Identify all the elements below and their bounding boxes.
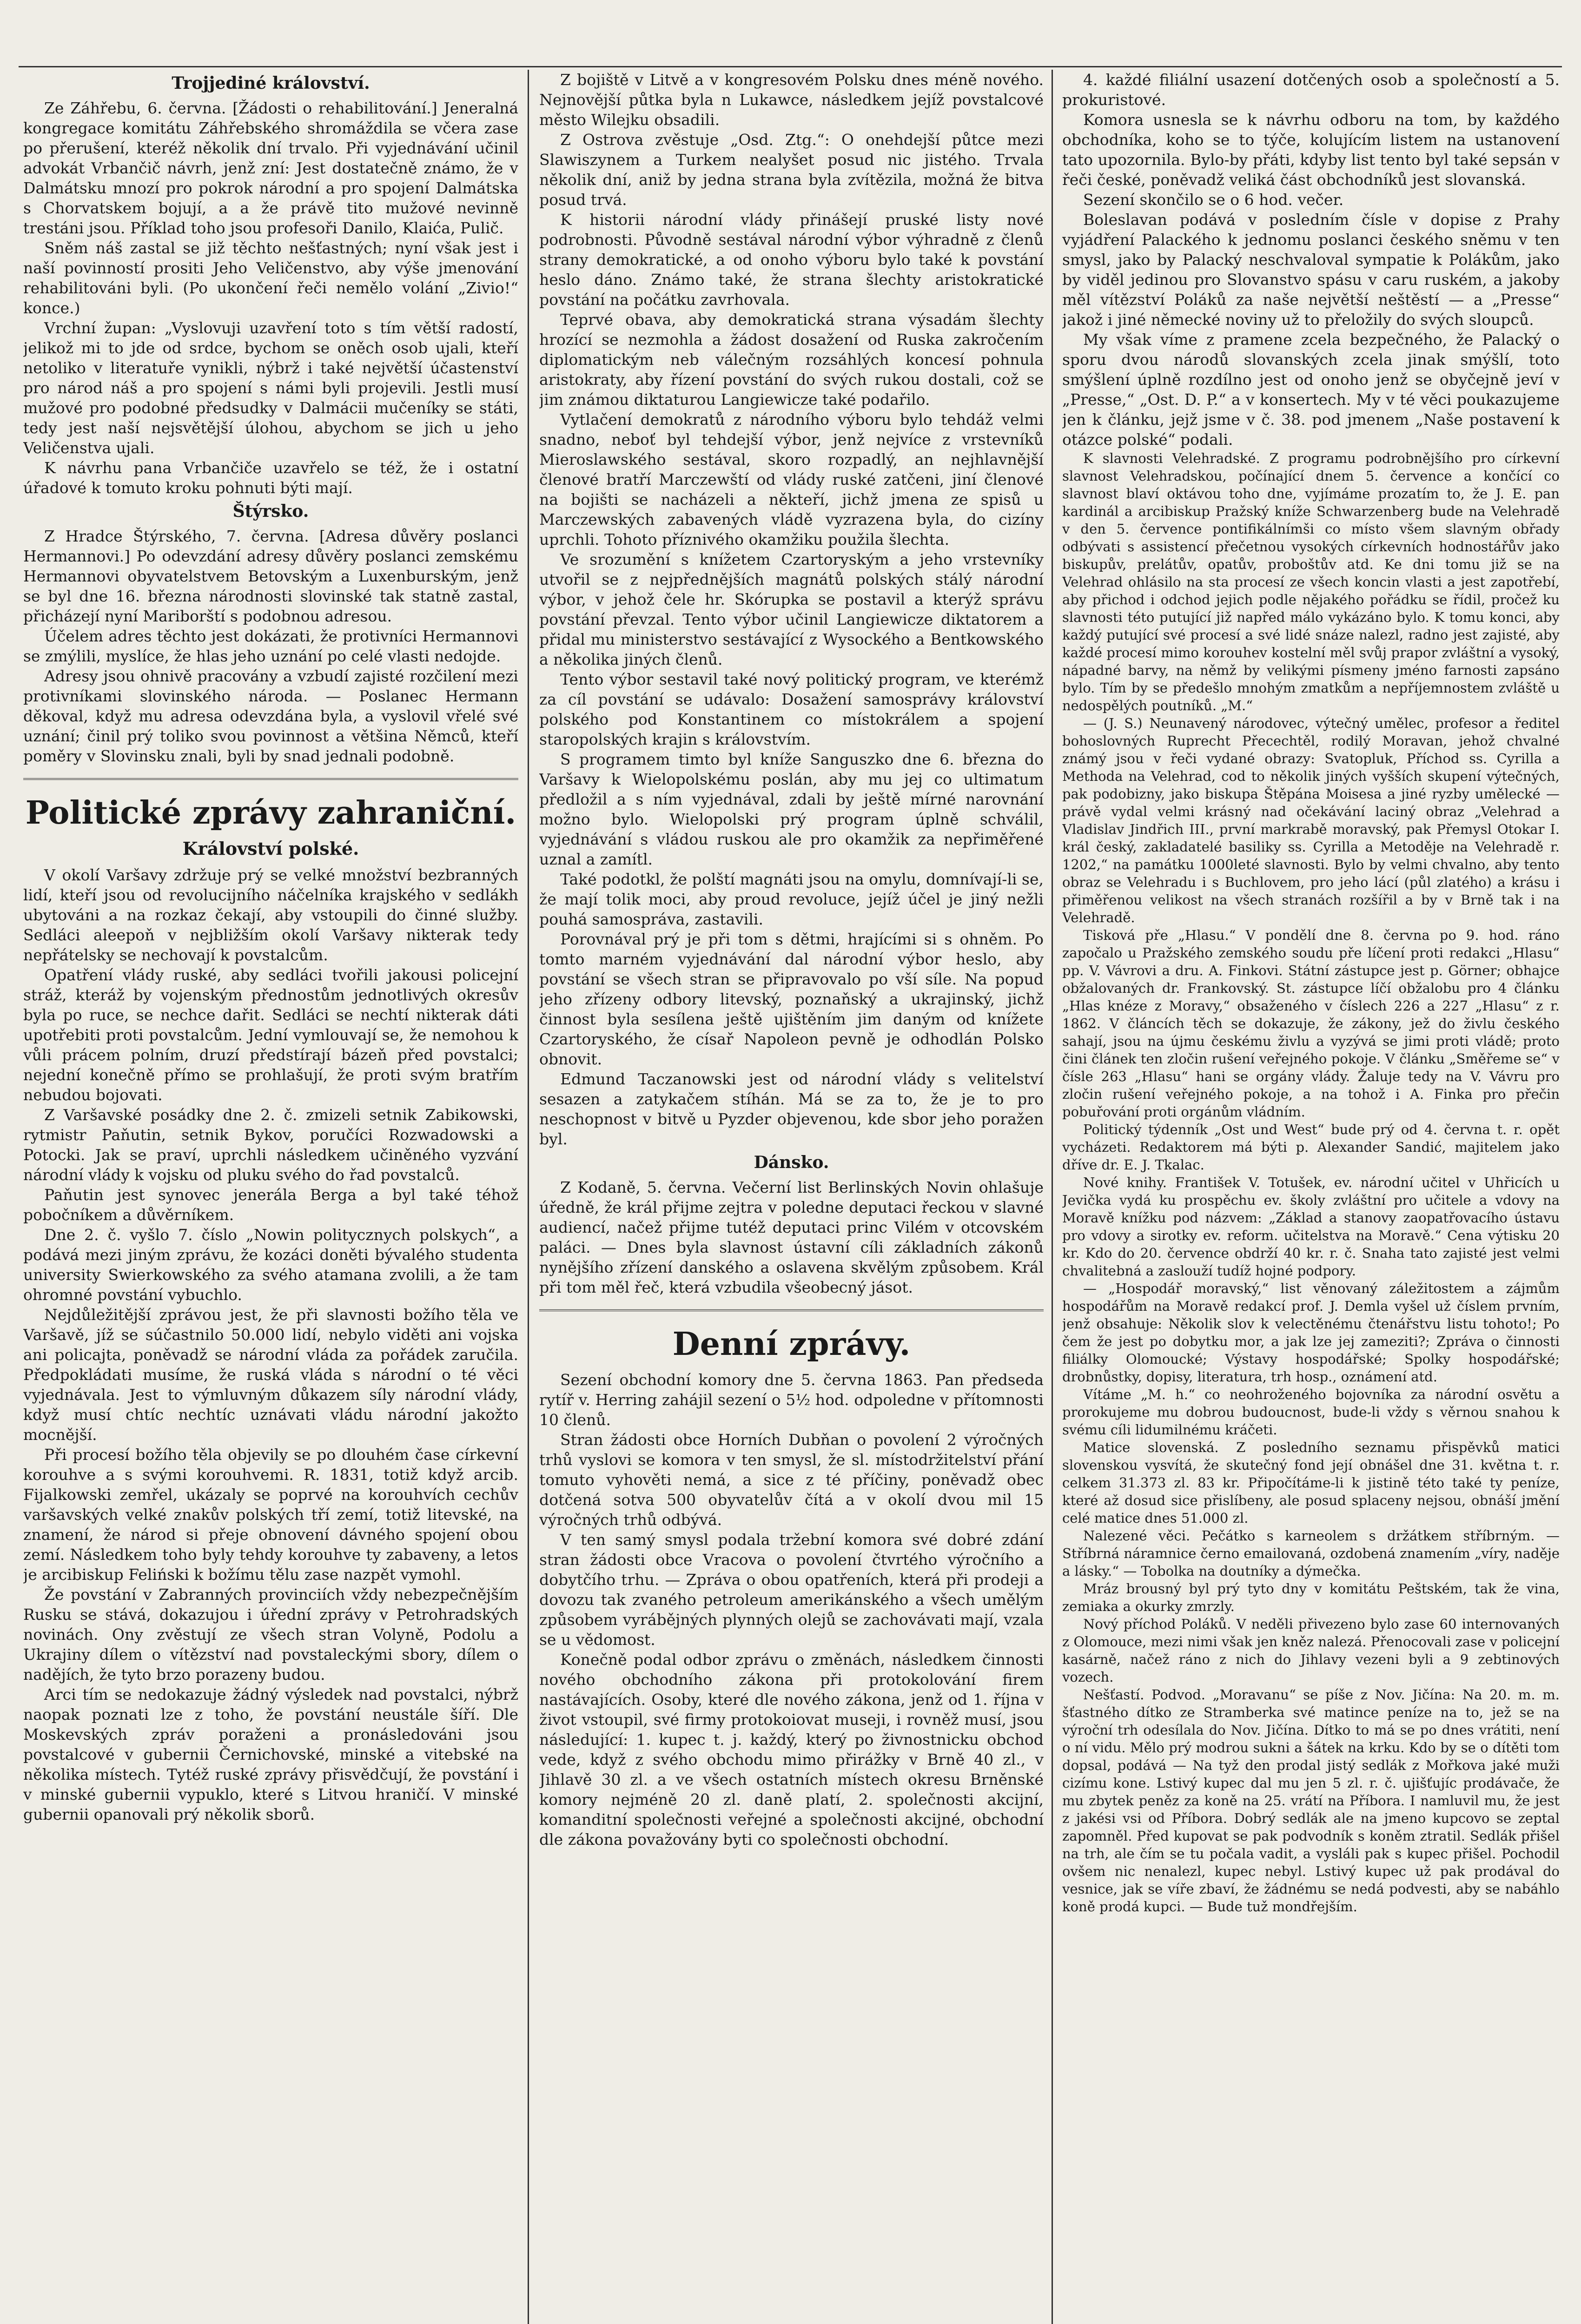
section-heading: Trojjediné království.: [172, 73, 370, 93]
article-paragraph: Ve srozumění s knížetem Czartoryským a jeho vrstevníky utvořil se z nejpřednějších magnátů polských stálý národní výbor, v jehož čele hr. Skórupka se postavil a kterýž správu povstání převzal. Tento výbor učinil Langiewicze diktatorem a přidal mu ministerstvo sestávající z Wysockého a Bentkowského a několika jiných členů.: [539, 550, 1044, 668]
article-paragraph: V ten samý smysl podala tržební komora své dobré zdání stran žádosti obce Vracova o povolení čtvrtého výročního a dobytčího trhu. — Zpráva o obou opatřeních, která při prodeji a dovozu tak zvaného petroleum amerikánského a všech umělým způsobem vyrábějných plynných olejů se zachovávati mají, vzala se u vědomost.: [539, 1531, 1044, 1649]
section-heading: Dánsko.: [754, 1153, 829, 1172]
major-heading: Denní zprávy.: [672, 1326, 911, 1363]
section-heading: Království polské.: [182, 838, 359, 859]
article-paragraph: Sezení obchodní komory dne 5. června 1863. Pan předseda rytíř v. Herring zahájil sezení o 5½ hod. odpoledne v přítomnosti 10 členů.: [539, 1371, 1044, 1429]
article-paragraph: Matice slovenská. Z posledního seznamu přispěvků matici slovenskou vysvítá, že skutečný fond její obnášel dne 31. května t. r. celkem 31.373 zl. 83 kr. Připočítáme-li k jistině této také ty peníze, které až dosud sice přislíbeny, ale posud splaceny nejsou, obnáší jmění celé matice dnes 51.000 zl.: [1062, 1439, 1560, 1526]
article-paragraph: Nové knihy. František V. Totušek, ev. národní učitel v Uhřicích u Jevička vydá ku prospěchu ev. školy zvláštní pro učitele a vdovy na Moravě knížku pod názvem: „Základ a stanovy zaopatřovacího ústavu pro vdovy a sirotky ev. reform. učitelstva na Moravě.“ Cena výtisku 20 kr. Kdo do 20. července obdrží 40 kr. r. č. Snaha tato zajisté jest velmi chvalitebná a zaslouží tudíž hojné podpory.: [1062, 1175, 1560, 1279]
column-3: [1062, 70, 1560, 2324]
article-paragraph: Také podotkl, že polští magnáti jsou na omylu, domnívají-li se, že mají tolik moci, aby proud revoluce, jejíž účel je jiný nežli pouhá samospráva, zastavili.: [539, 870, 1044, 928]
article-paragraph: Politický týdenník „Ost und West“ bude prý od 4. června t. r. opět vycházeti. Redaktorem má býti p. Alexander Sandić, majitelem jako dříve dr. E. J. Tkalac.: [1062, 1122, 1560, 1173]
article-paragraph: — (J. S.) Neunavený národovec, výtečný umělec, profesor a ředitel bohoslovných Ruprecht Přecechtěl, rodilý Moravan, jehož chvalné známý jsou v řeči vydané obrazy: Svatopluk, Příchod ss. Cyrilla a Methoda na Velehrad, cod to několik jiných vyšších skupení výtečných, pak podobizny, jako biskupa Štěpána Moisesa a jiné ryzby umělecké — právě vydal velmi krásný nad očekávání laciný obraz „Velehrad a Vladislav Jindřich III., první markrabě moravský, pak Přemysl Otokar I. král český, zakladatelé basiliky ss. Cyrilla a Metoděje na Velehradě r. 1202,“ na památku 1000leté slavnosti. Bylo by velmi chvalno, aby tento obraz se Velehradu i s Buchlovem, pro jeho lácí (půl zlatého) a krásu i přiměřenou velikost na všech stranách rozšířil a by v Brně tak i na Velehradě.: [1062, 715, 1560, 925]
major-heading: Politické zprávy zahraniční.: [25, 794, 516, 832]
article-paragraph: K slavnosti Velehradské. Z programu podrobnějšího pro církevní slavnost Velehradskou, počínající dnem 5. července a končící co slavnost blaví oktávou toho dne, vyjímáme prozatím to, že J. E. pan kardinál a arcibiskup Pražský kníže Schwarzenberg bude na Velehradě v den 5. července pontifikálnímši co místo všem slavným obřady odbývati s assistencí přečetnou vysokých církevních hodnostářův jako biskupův, prelátův, opatův, proboštův atd. Ke dni tomu již se na Velehrad ohlásilo na sta procesí ze všech koncin vlasti a jest zapotřebí, aby přichod i odchod jejich podle nějakého pořádku se řídil, pročež ku slavnosti této putující již napřed málo vykázáno bylo. K tomu konci, aby každý putující své procesí a své lidé snáze nalezl, radno jest zajisté, aby každé procesí mimo korouhev kostelní měl svůj prapor zvláštní a vysoký, nápadné barvy, na němž by velikými písmeny jméno farnosti zapsáno bylo. Tím by se předešlo mnohým zmatkům a nepříjemnostem zvláště u nedospělých poutníků. „M.“: [1062, 450, 1560, 713]
article-paragraph: Účelem adres těchto jest dokázati, že protivníci Hermannovi se zmýlili, myslíce, že hlas jeho uznání po celé vlasti nedojde.: [23, 627, 518, 665]
article-paragraph: K návrhu pana Vrbančiče uzavřelo se též, že i ostatní úřadové k tomuto kroku pohnuti býti mají.: [23, 459, 518, 497]
article-paragraph: V okolí Varšavy zdržuje prý se velké množství bezbranných lidí, kteří jsou od revolucijního náčelníka krajského v sedlákh ubytováni a na rozkaz čekají, aby vstoupili do činné služby. Sedláci aleepoň v nejbližším okolí Varšavy nikterak tedy nepřátelsky se nechovají k povstalcům.: [23, 866, 518, 964]
article-paragraph: Stran žádosti obce Horních Dubňan o povolení 2 výročných trhů vyslovi se komora v ten smysl, že sl. místodržitelství přání tomuto vyhověti nemá, a sice z té příčiny, poněvadž obec dotčená sotva 500 obyvatelův čítá a v okolí dvou mil 15 výročných trhů odbývá.: [539, 1431, 1044, 1529]
article-paragraph: Že povstání v Zabranných provinciích vždy nebezpečnějším Rusku se stává, dokazujou i úřední zprávy v Petrohradských novinách. Ony zvěstují ze všech stran Volyně, Podolu a Ukrajiny dílem o vítězství nad povstaleckými sbory, dílem o nadějích, že tyto brzo porazeny budou.: [23, 1585, 518, 1684]
article-paragraph: Nový příchod Poláků. V neděli přivezeno bylo zase 60 internovaných z Olomouce, mezi nimi však jen kněz nalezá. Přenocovali zase v policejní kasárně, načež ráno z nich do Jihlavy vezeni byli a 9 zebtinových vozech.: [1062, 1616, 1560, 1685]
article-paragraph: Sněm náš zastal se již těchto nešťastných; nyní však jest i naší povinností prositi Jeho Veličenstvo, aby výše jmenování rehabilitováni byli. (Po ukončení řeči nemělo volání „Zivio!“ konce.): [23, 239, 518, 317]
article-paragraph: Opatření vlády ruské, aby sedláci tvořili jakousi policejní stráž, kteráž by vojenským přednostům jednotlivých okresův byla po ruce, se nechce dařit. Sedláci se nechtí nikterak dáti upotřebiti proti povstalcům. Jední vymlouvají se, že nemohou k vůli prácem polním, druzí předstírají bázeň před povstalci; nejední konečně přímo se prohlašují, že proti svým bratřím nebudou bojovati.: [23, 966, 518, 1104]
section-heading: Štýrsko.: [232, 502, 309, 521]
newspaper-page: [19, 70, 1562, 2324]
article-paragraph: Boleslavan podává v posledním čísle v dopise z Prahy vyjádření Palackého k jednomu poslanci českého sněmu v ten smysl, jako by Palacký neschvaloval sympatie k Polákům, jako by viděl jedinou pro Slovanstvo spásu v caru ruském, a jakoby měl vítězství Poláků za naše největší neštěstí — a „Presse“ jakož i jiné německé noviny už to přeložily do svých sloupců.: [1062, 211, 1560, 329]
column-2: [539, 70, 1044, 2324]
article-paragraph: Tento výbor sestavil také nový politický program, ve kterémž za cíl povstání se udávalo: Dosažení samosprávy království polského pod Konstantinem co místokrálem a spojení staropolských krajin s královstvím.: [539, 670, 1044, 748]
article-paragraph: 4. každé filiální usazení dotčených osob a společností a 5. prokuristové.: [1062, 71, 1560, 109]
article-paragraph: Tisková pře „Hlasu.“ V pondělí dne 8. června po 9. hod. ráno započalo u Pražského zemského soudu pře líčení proti redakci „Hlasu“ pp. V. Vávrovi a dru. A. Finkovi. Státní zástupce jest p. Görner; obhajce obžalovaných dr. Frankovský. St. zástupce líčí obžalobu pro 4 článku „Hlas knéze z Moravy,“ obsaženého v číslech 226 a 227 „Hlasu“ z r. 1862. V článcích těch se dokazuje, že zákony, jež do živlu českého sahají, jsou na újmu českému živlu a vyzývá se jimi proti vládě; proto čini článek ten zločin rušení veřejného pokoje. V článku „Směřeme se“ v čísle 263 „Hlasu“ hani se orgány vlády. Žaluje tedy na V. Vávru pro zločin rušení veřejného pokoje, a na tohož i A. Finka pro přečin pobuřování proti orgánům vládním.: [1062, 927, 1560, 1120]
article-paragraph: Komora usnesla se k návrhu odboru na tom, by každého obchodníka, koho se to týče, kolujícím listem na ustanovení tato upozornila. Bylo-by přáti, kdyby list tento byl také sepsán v řeči české, poněvadž veliká část obchodníků jest slovanská.: [1062, 111, 1560, 189]
article-paragraph: Z Ostrova zvěstuje „Osd. Ztg.“: O onehdejší půtce mezi Slawiszynem a Turkem nealyšet posud nic jistého. Trvala několik dní, aniž by jedna strana byla zvítězila, možná že bitva posud trvá.: [539, 131, 1044, 209]
article-paragraph: Vítáme „M. h.“ co neohroženého bojovníka za národní osvětu a prorokujeme mu dobrou budoucnost, bude-li vždy s věrnou snahou k svému cíli lidumilnému kráčeti.: [1062, 1386, 1560, 1438]
article-paragraph: Nešťastí. Podvod. „Moravanu“ se píše z Nov. Jičína: Na 20. m. m. šťastného dítko ze Stramberka své matince peníze na to, jež se na výroční trh odesílala do Nov. Jičína. Dítko to má se po dnes vrátiti, není o ní vidu. Mělo prý modrou sukni a šátek na krku. Kdo by se o dítěti tom dopsal, podává — Na tyž den prodal jistý sedlák z Mořkova jaké muži cizímu kone. Lstivý kupec dal mu jen 5 zl. r. č. ujišťujíc prodávače, že mu zbytek peněz za koně na 25. vrátí na Příbora. I namluvil mu, že jest z jakési vsi od Příbora. Dobrý sedlák ale na jmeno kupcovo se zeptal zapomněl. Před kupovat se pak podvodník s koněm ztratil. Sedlák přišel na trh, ale čím se tu počala vadit, a vysláli pak s kupec přišel. Pochodil ovšem nic nenalezl, kupec nebyl. Lstivý kupec už pak prodával do vesnice, jak se víře zbaví, že žádnému se nedá podvesti, aby se nabáhlo koně prodá kupci. — Bude tuž mondřejším.: [1062, 1687, 1560, 1915]
article-paragraph: Z bojiště v Litvě a v kongresovém Polsku dnes méně nového. Nejnovější půtka byla n Lukawce, následkem jejíž povstalcové město Wilejku obsadili.: [539, 71, 1044, 129]
article-paragraph: Nalezené věci. Pečátko s karneolem s držátkem stříbrným. — Stříbrná náramnice černo emailovaná, ozdobená znamením „víry, naděje a lásky.“ — Tobolka na doutníky a dýmečka.: [1062, 1528, 1560, 1579]
article-paragraph: Nejdůležitější zprávou jest, že při slavnosti božího těla ve Varšavě, jíž se súčastnilo 50.000 lidí, nebylo viděti ani vojska ani policajta, poněvadž se národní vláda za pořádek zaručila. Předpokládati musíme, že ruská vláda s národní o té věci vyjednávala. Jest to výmluvným důkazem síly národní vlády, když musí chtíc nechtíc uznávati vládu národní jakožto mocnější.: [23, 1306, 518, 1444]
article-paragraph: Ze Záhřebu, 6. června. [Žádosti o rehabilitování.] Jeneralná kongregace komitátu Záhřebského shromáždila se včera zase po přerušení, kteréž několik dní trvalo. Při vyjednávání učinil advokát Vrbančič návrh, jenž zní: Jest dostatečně známo, že v Dalmátsku mnozí pro pokrok národní a pro spojení Dalmátska s Chorvatskem bojují, a a že právě tito mužové nevinně trestáni jsou. Příklad toho jsou profesoři Danilo, Klaića, Pulič.: [23, 99, 518, 237]
column-1: [23, 70, 518, 2324]
article-paragraph: Edmund Taczanowski jest od národní vlády s velitelství sesazen a zatykačem stíhán. Má se za to, že je to pro neschopnost v bitvě u Pyzder objevenou, kde sbor jeho poražen byl.: [539, 1070, 1044, 1148]
article-paragraph: Dne 2. č. vyšlo 7. číslo „Nowin politycznych polskych“, a podává mezi jiným zprávu, že kozáci doněti bývalého studenta university Swierkowského za svého atamana zvolili, a že tam ohromné povstání vybuchlo.: [23, 1226, 518, 1304]
column-rule: [1052, 70, 1053, 2324]
article-paragraph: Arci tím se nedokazuje žádný výsledek nad povstalci, nýbrž naopak poznati lze z toho, že povstání neustále šíří. Dle Moskevských zpráv poraženi a pronásledováni jsou povstalcové v gubernii Černichovské, minské a vitebské na několika místech. Tytéž ruské zprávy přisvědčují, že povstání i v minské gubernii vypuklo, které s Litvou hraničí. V minské gubernii opanovali prý několik sborů.: [23, 1685, 518, 1823]
article-paragraph: Konečně podal odbor zprávu o změnách, následkem činnosti nového obchodního zákona při protokolování firem nastávajících. Osoby, které dle nového zákona, jenž od 1. října v život vstoupil, své firmy protokoiovat museji, i rovněž musí, jsou následující: 1. kupec t. j. každý, který po živnostnicku obchod vede, když z svého obchodu mimo přirážky v Brně 40 zl., v Jihlavě 30 zl. a ve všech ostatních místech okresu Brněnské komory nejméně 20 zl. daně platí, 2. společnosti akcijní, komanditní společnosti veřejné a společnosti akcijné, obchodní dle zákona považovány byti co společnosti obchodní.: [539, 1651, 1044, 1849]
article-paragraph: Teprvé obava, aby demokratická strana výsadám šlechty hrozící se nezmohla a žádost dosažení od Ruska zakročením diplomatickým neb válečným rozsáhlých koncesí pohnula aristokraty, aby řízení povstání do svých rukou dostali, což se jim známou diktaturou Langiewicze také podařilo.: [539, 310, 1044, 409]
article-paragraph: Adresy jsou ohnivě pracovány a vzbudí zajisté rozčilení mezi protivníkami slovinského národa. — Poslanec Hermann děkoval, když mu adresa odevzdána byla, a vyslovil vřelé své uznání; činil prý toliko svou povinnost a většina Němců, kteří poměry v Slovinsku znali, byli by snad jednali podobně.: [23, 667, 518, 765]
article-paragraph: Porovnával prý je při tom s dětmi, hrajícími si s ohněm. Po tomto marném vyjednávání dal národní výbor heslo, aby povstání se všech stran se připravovalo po vší síle. Na popud jeho zřízeny odbory litevský, poznaňský a ukrajinský, jichž činnost byla sesílena ještě ujištěním jim daným od knížete Czartoryského, že císař Napoleon pevně je odhodlán Polsko obnovit.: [539, 930, 1044, 1068]
article-paragraph: My však víme z pramene zcela bezpečného, že Palacký o sporu dvou národů slovanských zcela jinak smýšlí, toto smýšlení úplně rozdílno jest od onoho jenž se obyčejně jeví v „Presse,“ „Ost. D. P.“ a v konsertech. My v té věci poukazujeme jen k článku, jejž jsme v č. 38. pod jmenem „Naše postavení k otázce polské“ podali.: [1062, 330, 1560, 449]
article-paragraph: Vrchní župan: „Vyslovuji uzavření toto s tím větší radostí, jelikož mi to jde od srdce, bychom se oněch osob ujali, kteří netoliko v literatuře vynikli, nýbrž i také největší účastenství pro národ náš a pro spojení s námi byli projevili. Jestli musí mužové pro podobné předsudky v Dalmácii mučeníky se státi, tedy jest naší nejsvětější úlohou, abychom se jich u jeho Veličenstva ujali.: [23, 319, 518, 457]
section-divider: [539, 1309, 1044, 1311]
article-paragraph: Z Hradce Štýrského, 7. června. [Adresa důvěry poslanci Hermannovi.] Po odevzdání adresy důvěry poslanci zemskému Hermannovi obyvatelstvem Betovským a Luxenburským, jenž se byl dne 16. března národnosti slovinské tak statně zastal, přicházejí nyní Mariborští s podobnou adresou.: [23, 527, 518, 625]
article-paragraph: Vytlačení demokratů z národního výboru bylo tehdáž velmi snadno, neboť byl tehdejší výbor, jenž nejvíce z vrstevníků Mieroslawského sestával, skoro rozpadlý, an nejhlavnější členové bratří Marczewští od vlády ruské zatčeni, jiní členové na bojišti se nacházeli a někteří, jichž jmena ze spisů u Marczewských zabavených vládě vyzrazena byla, do cizíny uprchli. Tohoto příznivého okamžiku použila šlechta.: [539, 410, 1044, 548]
article-paragraph: Z Varšavské posádky dne 2. č. zmizeli setnik Zabikowski, rytmistr Paňutin, setnik Bykov, poručíci Rozwadowski a Potocki. Jak se praví, uprchli následkem učiněného vyzvání národní vlády k vojsku od pluku svého do řad povstalců.: [23, 1106, 518, 1184]
section-divider: [23, 778, 518, 780]
article-paragraph: Mráz brousný byl prý tyto dny v komitátu Peštském, tak že vina, zemiaka a okurky zmrzly.: [1062, 1581, 1560, 1614]
article-paragraph: S programem timto byl kníže Sanguszko dne 6. března do Varšavy k Wielopolskému poslán, aby mu jej co ultimatum předložil a s ním vyjednával, zdali by ještě mírné narovnání možno bylo. Wielopolski prý program úplně schválil, vyjednávání s vládou ruskou ale pro okamžik za nepřiměřené uznal a zamítl.: [539, 750, 1044, 868]
column-rule: [528, 70, 529, 2324]
top-rule: [19, 66, 1562, 67]
article-paragraph: Z Kodaně, 5. června. Večerní list Berlinských Novin ohlašuje úředně, že král přijme zejtra v poledne deputaci řeckou v slavné audiencí, načež přijme tutéž deputaci princ Vilém v otcovském paláci. — Dnes byla slavnost ústavní cíli základních zákonů nynějšího zřízení danského a oslavena skvělým způsobem. Král při tom měl řeč, která vzbudila všeobecný jásot.: [539, 1178, 1044, 1296]
article-paragraph: Při procesí božího těla objevily se po dlouhém čase církevní korouhve a s svými korouhvemi. R. 1831, totiž když arcib. Fijalkowski zemřel, ukázaly se poprvé na korouhvích cechův varšavských velké znakův polských tří zemí, totiž litevské, na znamení, že národ si přeje obnovení dávného spojení obou zemí. Následkem toho byly tehdy korouhve ty zabaveny, a letos je arcibiskup Feliński k božímu tělu zase nazpět vymohl.: [23, 1446, 518, 1584]
article-paragraph: K historii národní vlády přinášejí pruské listy nové podrobnosti. Původně sestával národní výbor výhradně z členů strany demokratické, a od onoho výboru bylo také k povstání heslo dáno. Známo také, že strana šlechty aristokratické povstání na počátku zavrhovala.: [539, 211, 1044, 309]
article-paragraph: — „Hospodář moravský,“ list věnovaný záležitostem a zájmům hospodářům na Moravě redakcí prof. J. Demla vyšel už číslem prvním, jenž obsahuje: Několik slov k velectěnému čtenářstvu listu tohoto!; Po čem že jest po dobytku mor, a jak lze jej zameziti?; Zpráva o činnosti filiálky Olomoucké; Výstavy hospodářské; Spolky hospodářské; drobnůstky, dopisy, literatura, trh hosp., oznámení atd.: [1062, 1281, 1560, 1385]
article-paragraph: Sezení skončilo se o 6 hod. večer.: [1083, 191, 1344, 209]
article-paragraph: Paňutin jest synovec jenerála Berga a byl také téhož pobočníkem a důvěrníkem.: [23, 1186, 518, 1224]
